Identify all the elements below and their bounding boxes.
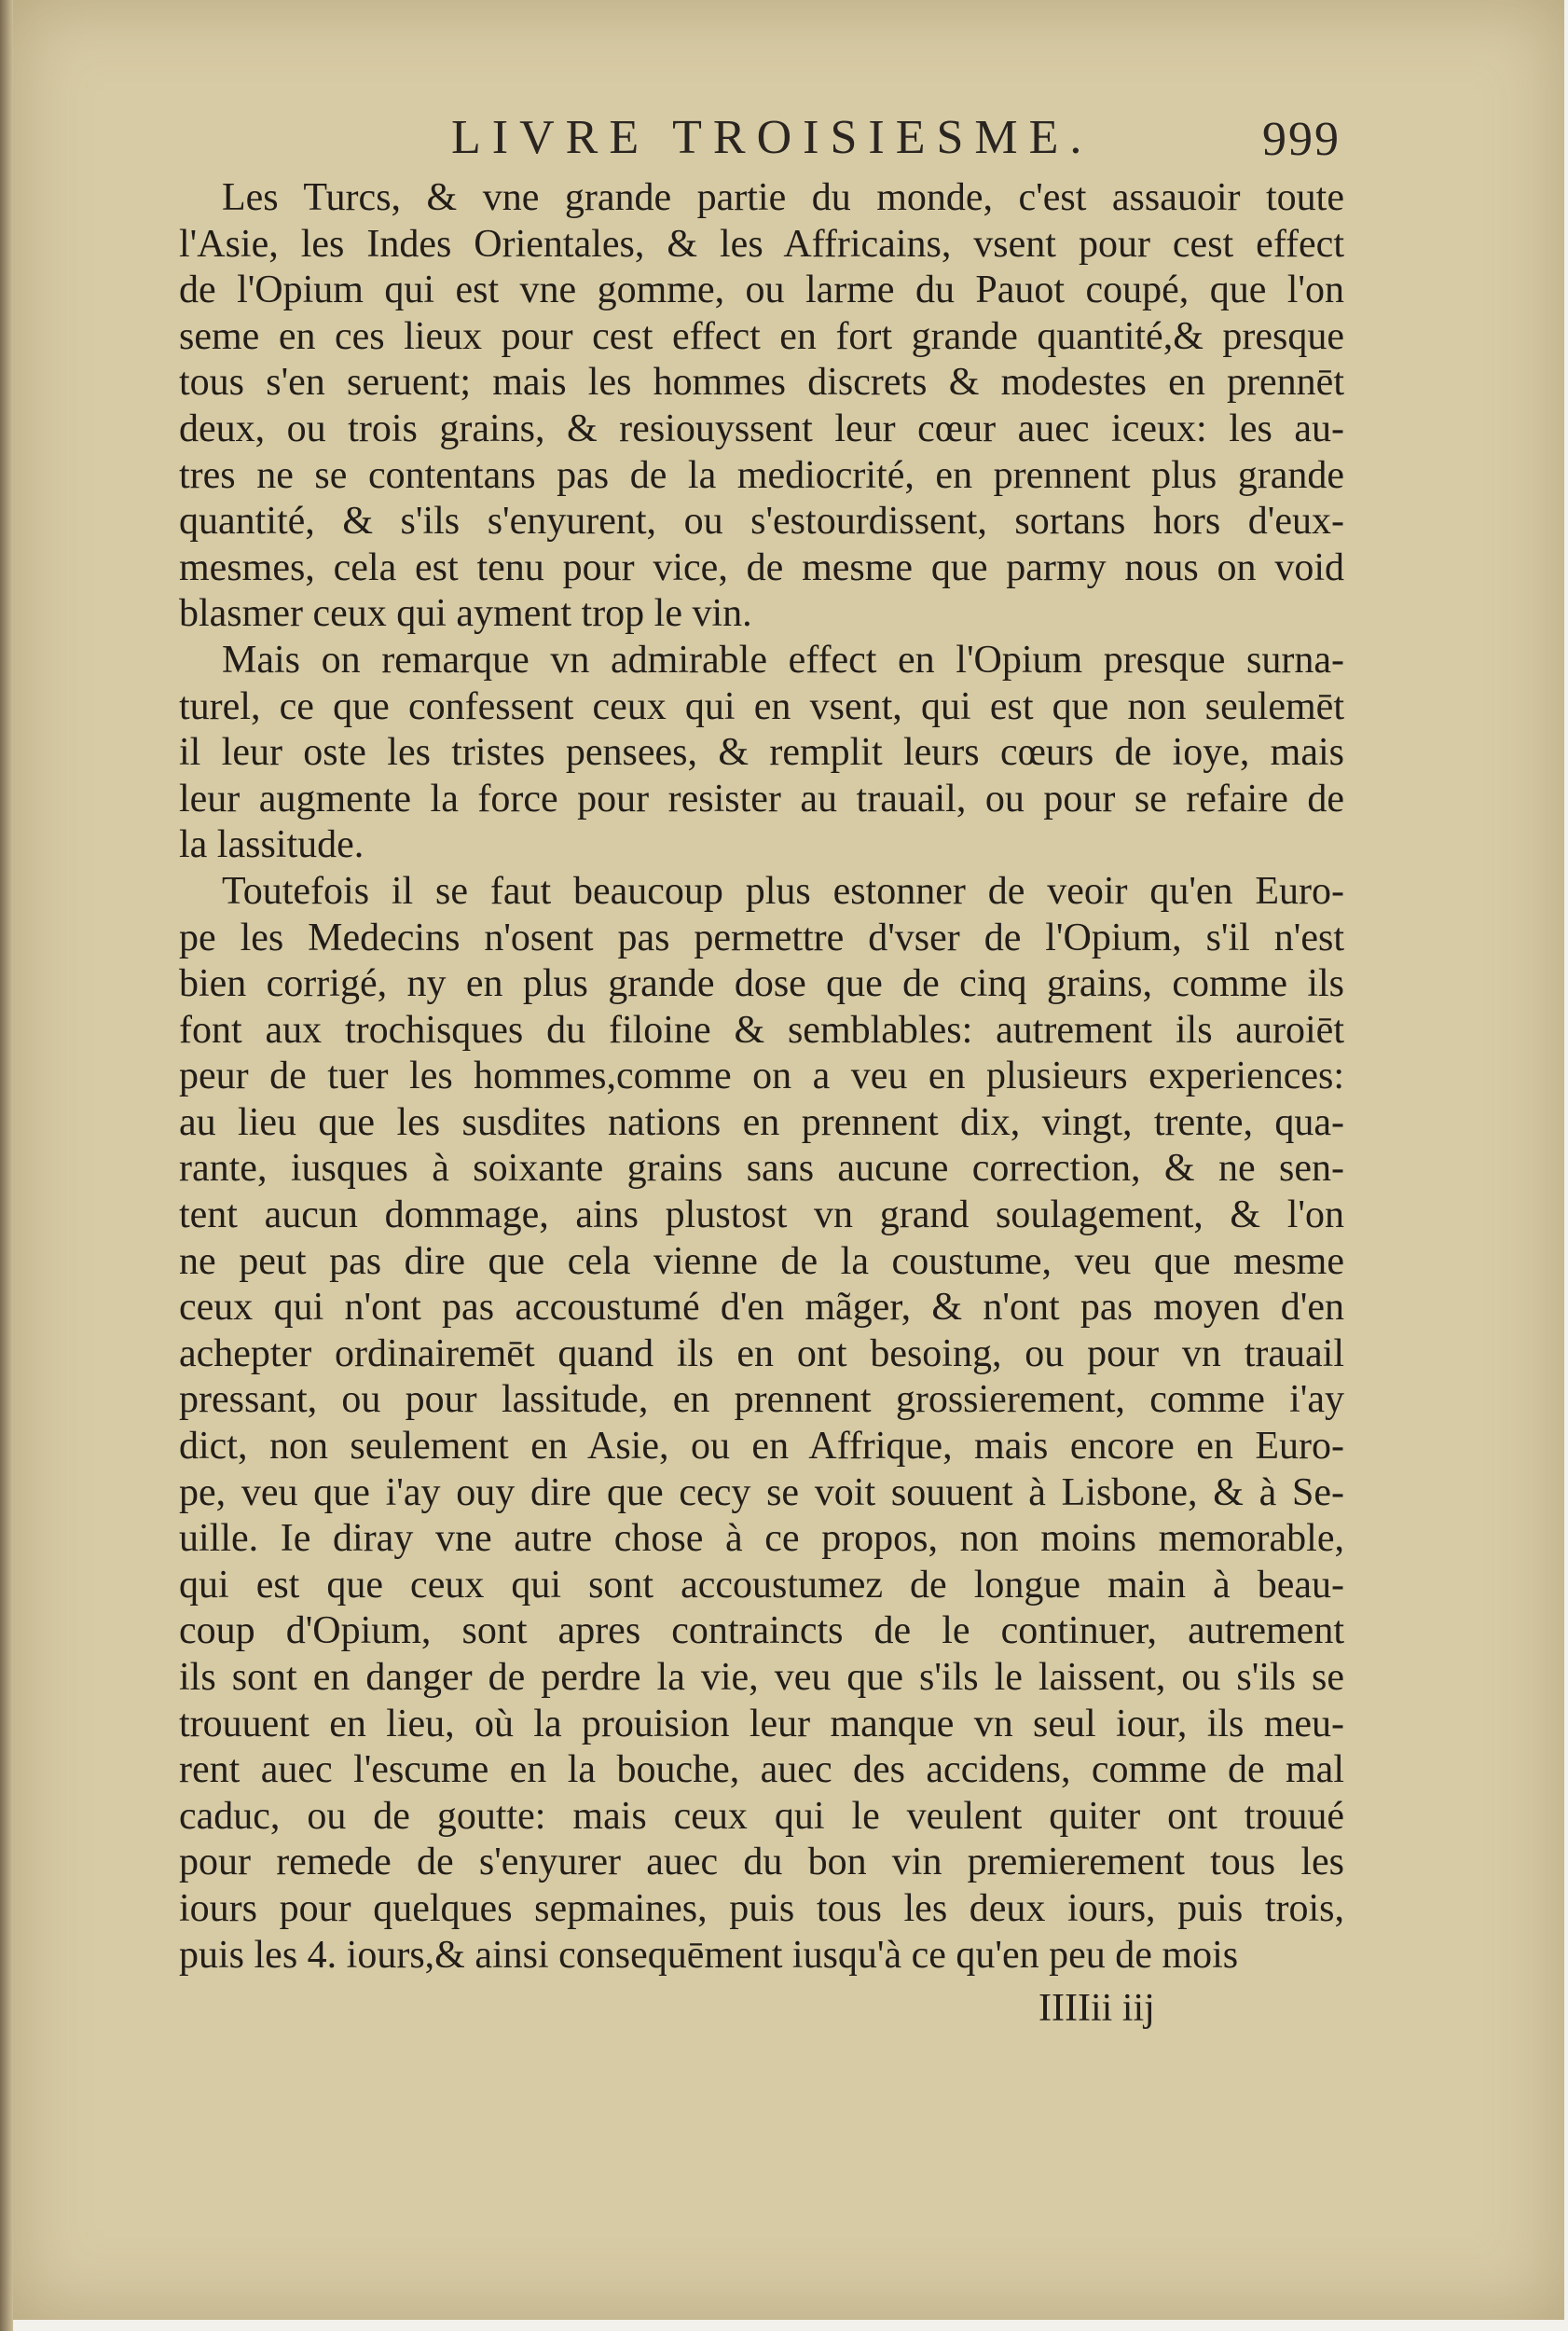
- text-line: deux, ou trois grains, & resiouyssent leur cœur auec iceux: les au-: [179, 407, 1344, 450]
- text-line: leur augmente la force pour resister au trauail, ou pour se refaire de: [179, 777, 1344, 821]
- page-number: 999: [1262, 113, 1341, 166]
- text-line: tous s'en seruent; mais les hommes discrets & modestes en prennēt: [179, 361, 1344, 405]
- text-line: seme en ces lieux pour cest effect en fort grande quantité,& presque: [179, 314, 1344, 358]
- text-line: peur de tuer les hommes,comme on a veu en plusieurs experiences:: [179, 1055, 1344, 1098]
- text-line: puis les 4. iours,& ainsi consequēment iusqu'à ce qu'en peu de mois: [179, 1933, 1239, 1977]
- text-line: au lieu que les susdites nations en prennent dix, vingt, trente, qua-: [179, 1100, 1344, 1144]
- text-line: Toutefois il se faut beaucoup plus estonner de veoir qu'en Euro-: [222, 869, 1344, 913]
- book-page: [13, 0, 1564, 2320]
- text-line: achepter ordinairemēt quand ils en ont besoing, ou pour vn trauail: [179, 1331, 1344, 1375]
- text-line: la lassitude.: [179, 823, 364, 867]
- running-head: LIVRE TROISIESME.: [451, 111, 1093, 164]
- text-line: quantité, & s'ils s'enyurent, ou s'estourdissent, sortans hors d'eux-: [179, 500, 1344, 544]
- text-line: caduc, ou de goutte: mais ceux qui le veulent quiter ont trouué: [179, 1794, 1344, 1838]
- text-line: ne peut pas dire que cela vienne de la coustume, veu que mesme: [179, 1239, 1344, 1283]
- text-line: ceux qui n'ont pas accoustumé d'en mãger, & n'ont pas moyen d'en: [179, 1286, 1344, 1330]
- text-line: dict, non seulement en Asie, ou en Affrique, mais encore en Euro-: [179, 1425, 1344, 1469]
- text-line: rante, iusques à soixante grains sans aucune correction, & ne sen-: [179, 1147, 1344, 1191]
- text-line: pe les Medecins n'osent pas permettre d'vser de l'Opium, s'il n'est: [179, 916, 1344, 959]
- text-line: coup d'Opium, sont apres contraincts de le continuer, autrement: [179, 1609, 1344, 1653]
- text-line: il leur oste les tristes pensees, & remplit leurs cœurs de ioye, mais: [179, 731, 1344, 775]
- text-line: pressant, ou pour lassitude, en prennent grossierement, comme i'ay: [179, 1378, 1344, 1422]
- text-line: rent auec l'escume en la bouche, auec des accidens, comme de mal: [179, 1748, 1344, 1792]
- text-line: uille. Ie diray vne autre chose à ce propos, non moins memorable,: [179, 1517, 1344, 1561]
- text-line: pour remede de s'enyurer auec du bon vin premierement tous les: [179, 1841, 1344, 1884]
- text-line: tres ne se contentans pas de la mediocrité, en prennent plus grande: [179, 453, 1344, 497]
- text-line: qui est que ceux qui sont accoustumez de longue main à beau-: [179, 1563, 1344, 1607]
- text-line: turel, ce que confessent ceux qui en vsent, qui est que non seulemēt: [179, 684, 1344, 728]
- body-text: [179, 175, 1344, 1979]
- text-line: trouuent en lieu, où la prouision leur manque vn seul iour, ils meu-: [179, 1702, 1344, 1745]
- signature-mark: IIIIii iij: [1038, 1987, 1155, 2030]
- text-line: Mais on remarque vn admirable effect en l'Opium presque surna-: [222, 638, 1344, 682]
- text-line: tent aucun dommage, ains plustost vn grand soulagement, & l'on: [179, 1193, 1344, 1237]
- text-line: font aux trochisques du filoine & semblables: autrement ils auroiēt: [179, 1008, 1344, 1052]
- text-line: ils sont en danger de perdre la vie, veu que s'ils le laissent, ou s'ils se: [179, 1656, 1344, 1699]
- text-line: l'Asie, les Indes Orientales, & les Affricains, vsent pour cest effect: [179, 222, 1344, 266]
- text-line: de l'Opium qui est vne gomme, ou larme du Pauot coupé, que l'on: [179, 269, 1344, 312]
- text-line: Les Turcs, & vne grande partie du monde, c'est assauoir toute: [222, 176, 1344, 219]
- text-line: pe, veu que i'ay ouy dire que cecy se voit souuent à Lisbone, & à Se-: [179, 1470, 1344, 1514]
- text-line: iours pour quelques sepmaines, puis tous les deux iours, puis trois,: [179, 1886, 1344, 1930]
- text-line: bien corrigé, ny en plus grande dose que de cinq grains, comme ils: [179, 962, 1344, 1006]
- text-line: blasmer ceux qui ayment trop le vin.: [179, 592, 752, 636]
- book-gutter-edge: [0, 0, 13, 2331]
- text-line: mesmes, cela est tenu pour vice, de mesme que parmy nous on void: [179, 545, 1344, 589]
